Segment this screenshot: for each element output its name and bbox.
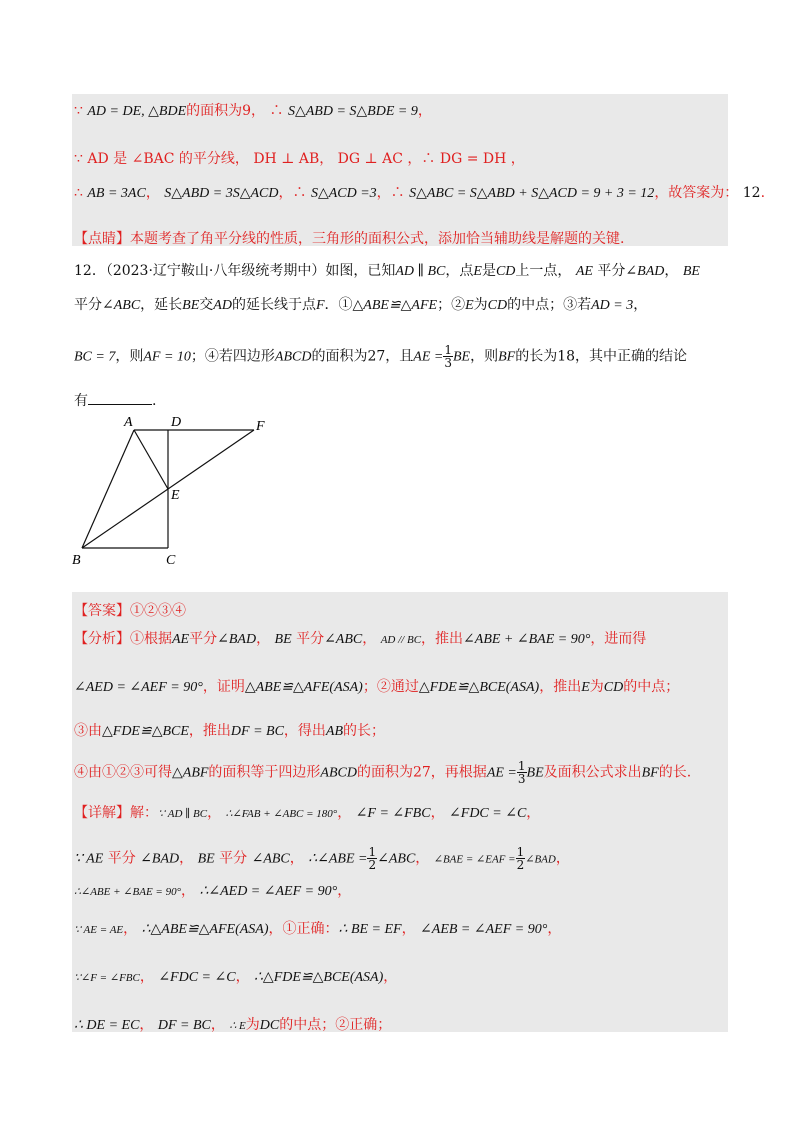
label-b: B [72, 553, 81, 568]
prev-line-4: 【点睛】本题考查了角平分线的性质，三角形的面积公式，添加恰当辅助线是解题的关键. [74, 231, 625, 247]
answer-blank [88, 392, 152, 405]
analysis-line-3: ③由△FDE≌△BCE，推出DF = BC，得出AB的长； [74, 723, 386, 739]
prev-line-2: ∵ AD 是 ∠BAC 的平分线， DH ⊥ AB， DG ⊥ AC ，∴ DG = DH ， [74, 151, 525, 167]
segment-ae [134, 430, 168, 489]
detail-line-2: ∵ AE 平分 ∠BAD， BE 平分 ∠ABC， ∴∠ABE = $\frac{1}{2}$ ∠ABC， ∠BAE = ∠EAF = $\frac{1}{2}$ ∠BAD， [74, 845, 570, 872]
detail-line-6: ∴ DE = EC， DF = BC， ∴ E为DC的中点；②正确； [74, 1017, 392, 1033]
detail-line-4: ∵ AE = AE， ∴△ABE≌△AFE(ASA)，①正确：∴ BE = EF， ∠AEB = ∠AEF = 90°， [74, 921, 562, 937]
prev-line-3: ∴ AB = 3AC， S△ABD = 3S△ACD，∴ S△ACD =3，∴ S△ABC = S△ABD + S△ACD = 9 + 3 = 12，故答案为： 12. [74, 185, 766, 201]
detail-line-1: 【详解】解：∵ AD ∥ BC， ∴∠FAB + ∠ABC = 180°， ∠F = ∠FBC， ∠FDC = ∠C， [74, 805, 541, 821]
answer-line: 【答案】①②③④ [74, 603, 186, 619]
label-e: E [171, 488, 180, 503]
detail-line-5: ∵∠F = ∠FBC， ∠FDC = ∠C， ∴△FDE≌△BCE(ASA)， [74, 969, 398, 985]
analysis-line-4: ④由①②③可得△ABF的面积等于四边形ABCD的面积为27，再根据AE = $\frac{1}{3}$ BE及面积公式求出BF的长. [74, 759, 692, 786]
question-line-2: 平分∠ABC，延长BE交AD的延长线于点F．①△ABE≌△AFE；②E为CD的中点；③若AD = 3， [74, 297, 648, 313]
prev-line-1: ∵ AD = DE, △BDE的面积为9， ∴ S△ABD = S△BDE = 9， [74, 103, 432, 119]
label-a: A [124, 415, 133, 430]
analysis-line-1: 【分析】①根据AE平分∠BAD， BE 平分∠ABC， AD // BC，推出∠ABE + ∠BAE = 90°，进而得 [74, 631, 647, 647]
label-c: C [166, 553, 176, 568]
label-d: D [171, 415, 182, 430]
detail-line-3: ∴∠ABE + ∠BAE = 90°， ∴∠AED = ∠AEF = 90°， [74, 883, 352, 899]
label-f: F [256, 419, 265, 434]
analysis-line-2: ∠AED = ∠AEF = 90°，证明△ABE≌△AFE(ASA)；②通过△FDE≌△BCE(ASA)，推出E为CD的中点； [74, 679, 680, 695]
question-line-4: 有 . [74, 393, 157, 409]
question-line-3: BC = 7，则AF = 10；④若四边形ABCD的面积为27，且AE = $\frac{1}{3}$ BE，则BF的长为18，其中正确的结论 [74, 343, 688, 370]
geometry-figure [68, 414, 288, 584]
question-line-1: 12．（2023·辽宁鞍山·八年级统考期中）如图，已知AD ∥ BC，点E是CD上一点， AE 平分∠BAD， BE [74, 263, 700, 279]
